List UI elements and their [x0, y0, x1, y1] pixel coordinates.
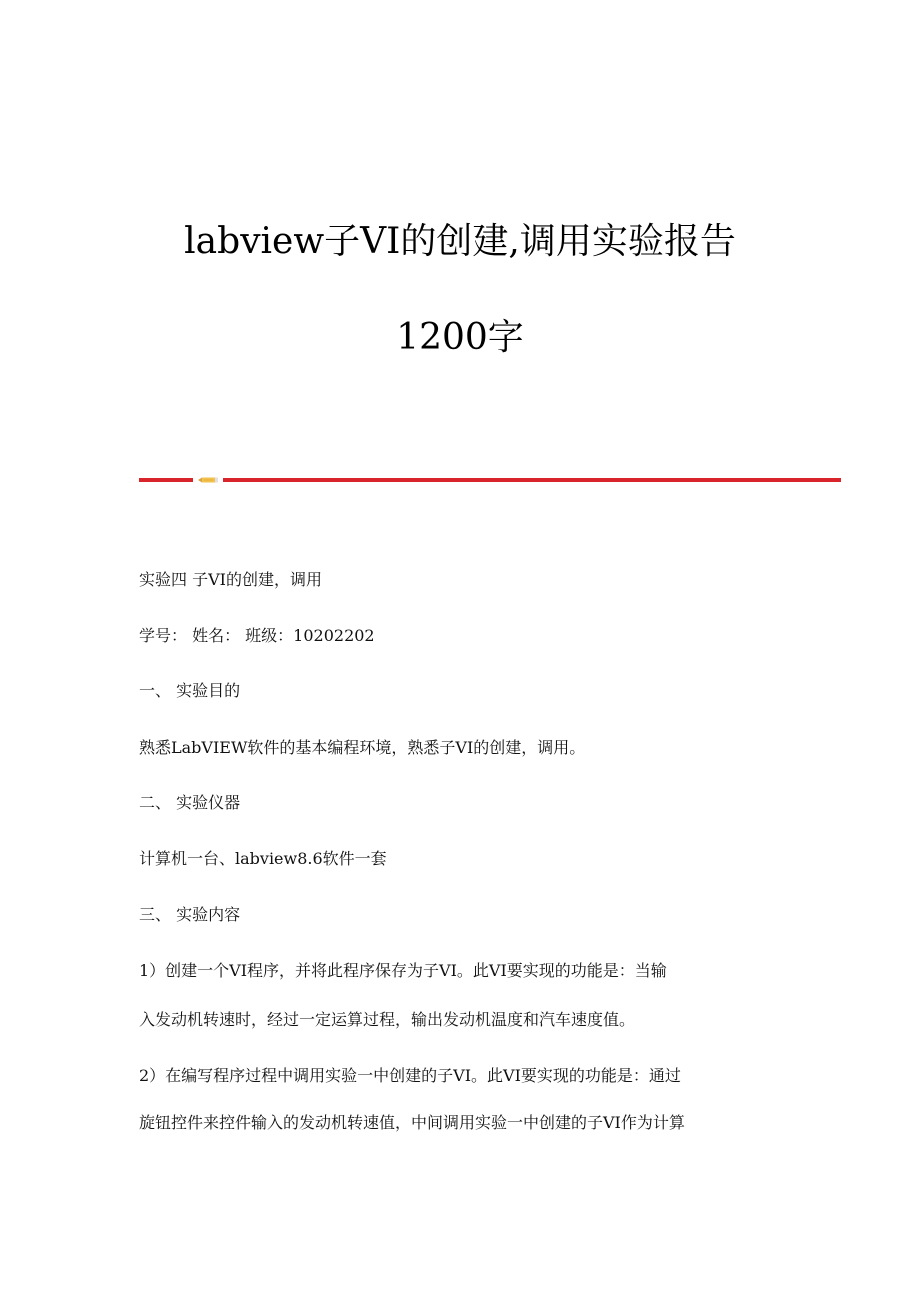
divider-bar-left: [139, 478, 193, 482]
pencil-ornament-icon: [198, 477, 218, 483]
purpose-text: 熟悉LabVIEW软件的基本编程环境，熟悉子VI的创建，调用。: [139, 738, 586, 757]
content-item-2-line-2: 旋钮控件来控件输入的发动机转速值，中间调用实验一中创建的子VI作为计算: [139, 1113, 685, 1132]
experiment-heading: 实验四 子VI的创建，调用: [139, 570, 322, 589]
title-divider: [139, 476, 841, 484]
section-heading-content: 三、 实验内容: [139, 905, 241, 924]
document-title-line-1: labview子VI的创建,调用实验报告: [184, 221, 736, 262]
equipment-text: 计算机一台、labview8.6软件一套: [139, 849, 387, 868]
content-item-1-line-1: 1）创建一个VI程序，并将此程序保存为子VI。此VI要实现的功能是：当输: [139, 961, 667, 980]
section-heading-equipment: 二、 实验仪器: [139, 793, 241, 812]
divider-bar-right: [223, 478, 841, 482]
content-item-2-line-1: 2）在编写程序过程中调用实验一中创建的子VI。此VI要实现的功能是：通过: [139, 1066, 681, 1085]
section-heading-purpose: 一、 实验目的: [139, 681, 241, 700]
document-title-line-2: 1200字: [396, 317, 524, 358]
student-info: 学号： 姓名： 班级：10202202: [139, 626, 375, 645]
content-item-1-line-2: 入发动机转速时，经过一定运算过程，输出发动机温度和汽车速度值。: [139, 1010, 636, 1029]
